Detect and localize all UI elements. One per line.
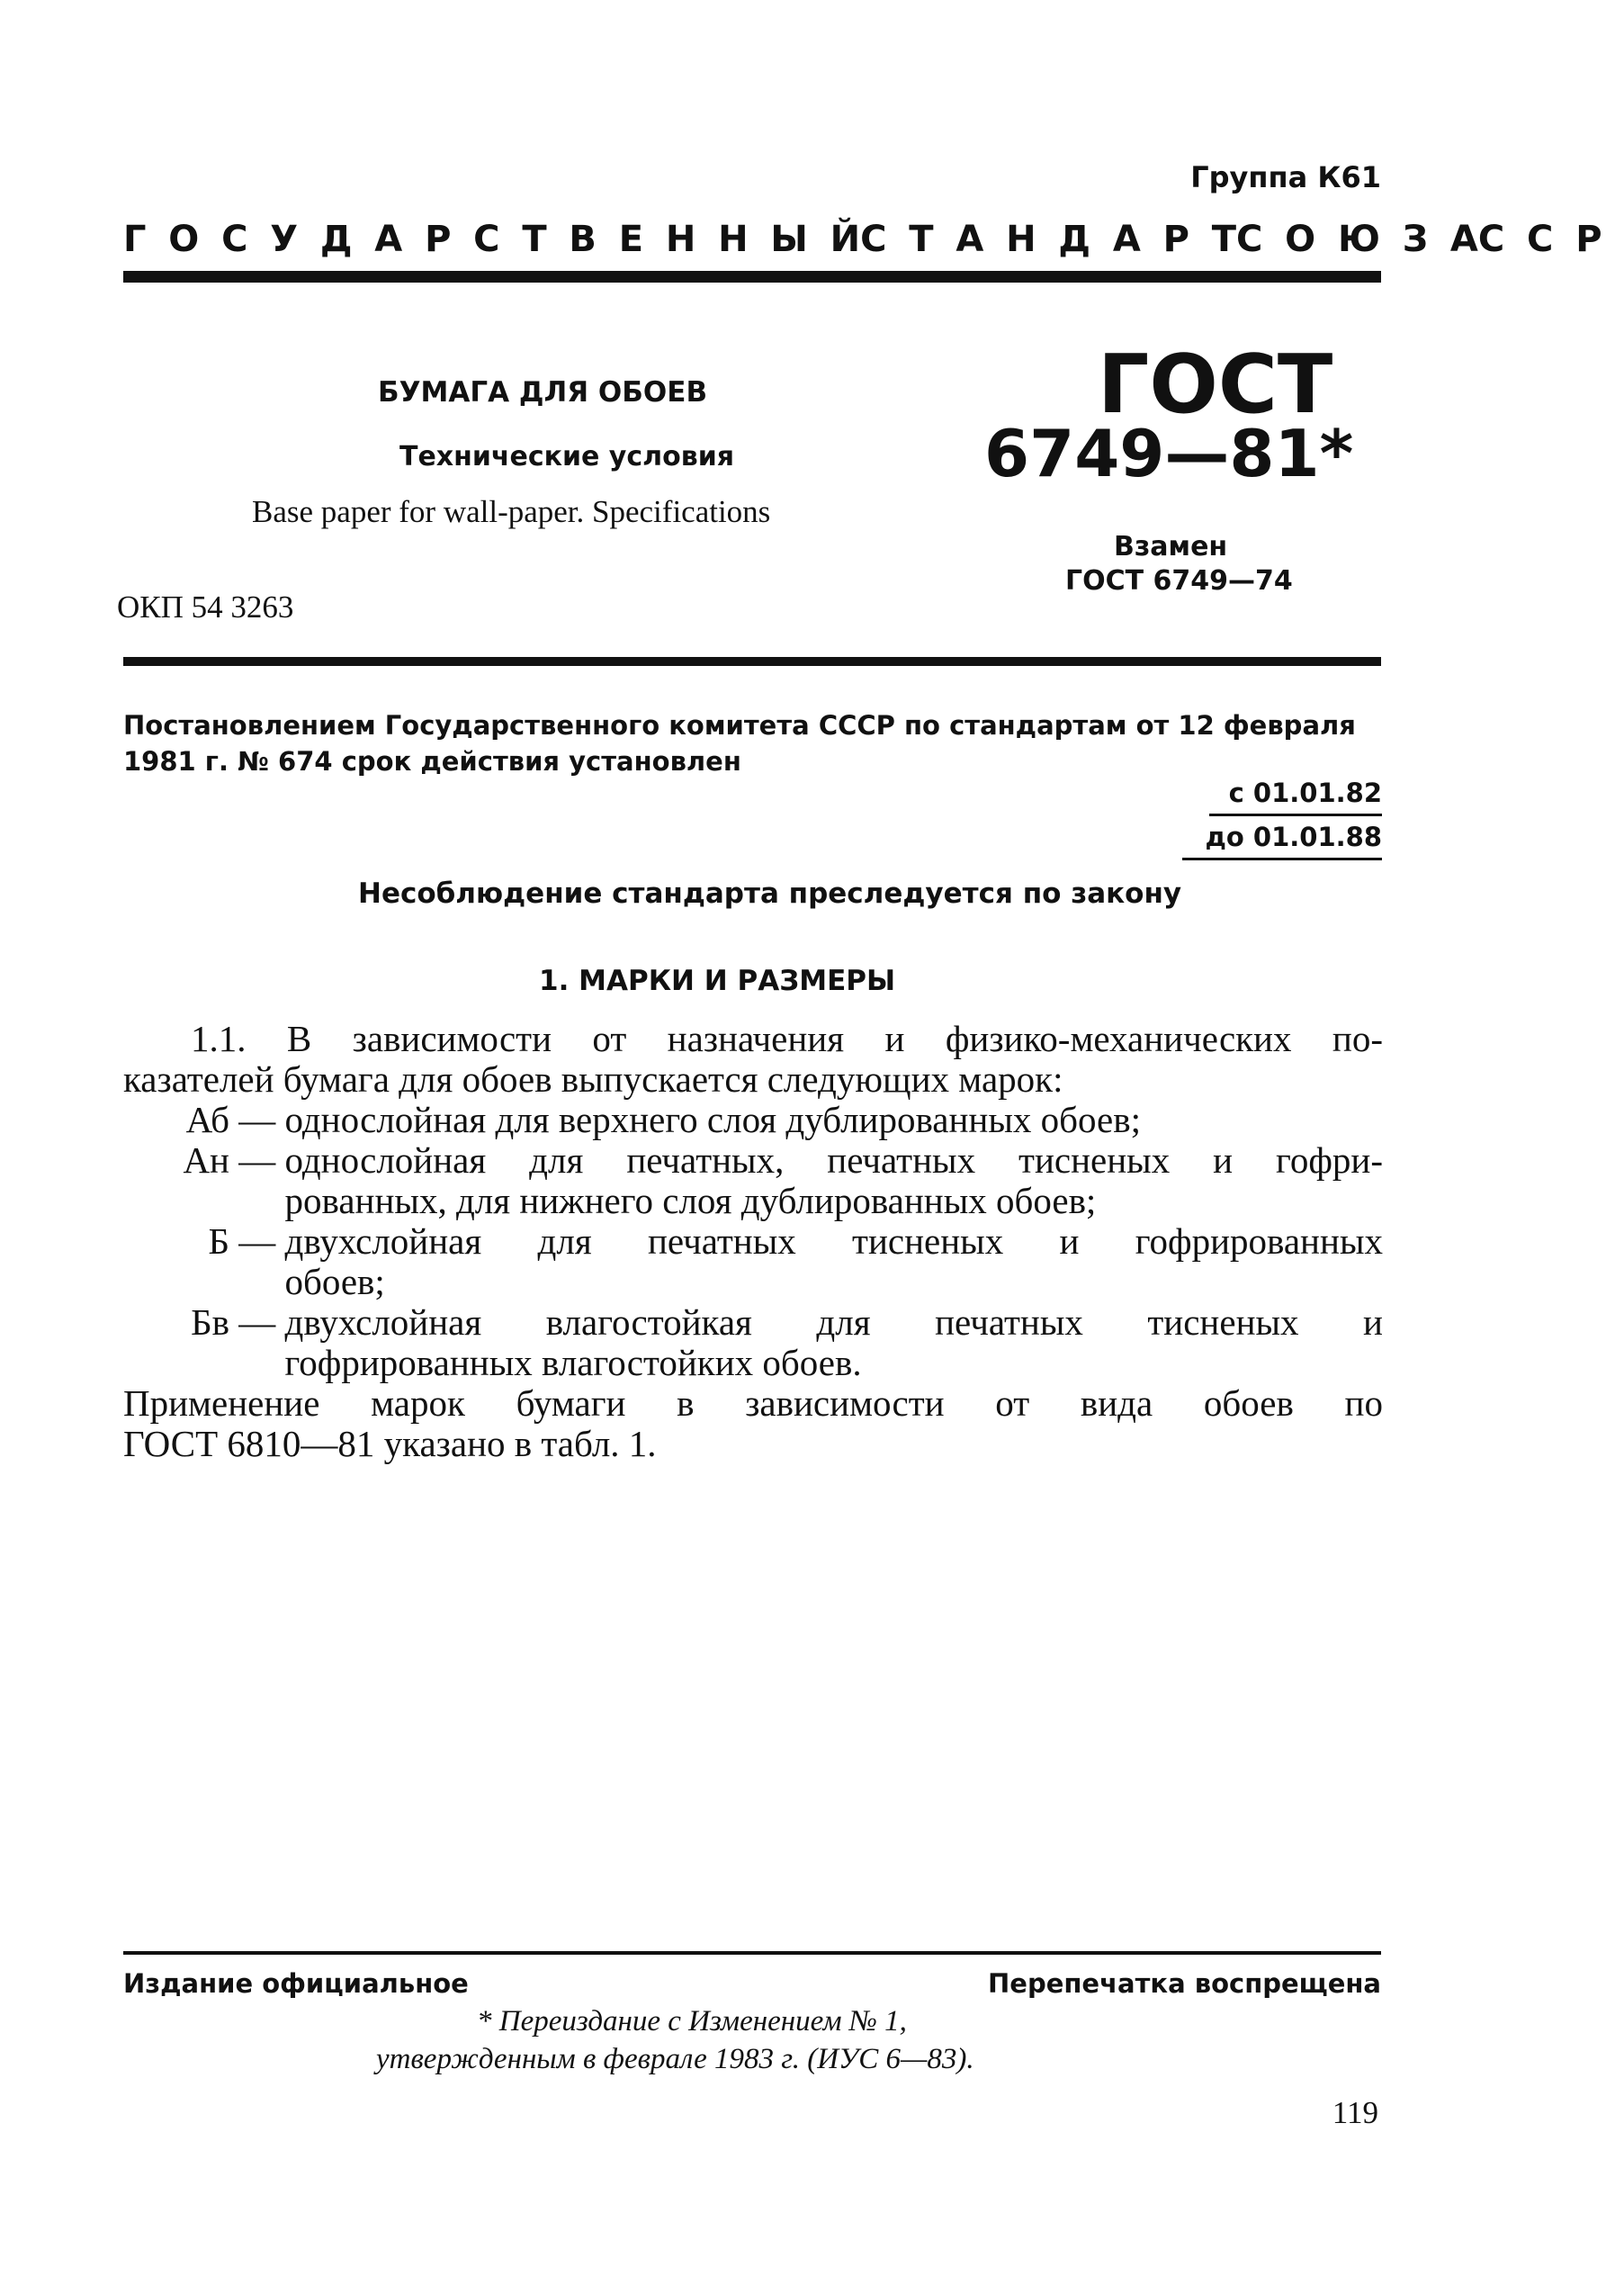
mark-item	[123, 1302, 1383, 1383]
reissue-note-continued: утвержденным в феврале 1983 г. (ИУС 6—83).	[376, 2043, 974, 2075]
replaces-value: ГОСТ 6749—74	[1065, 565, 1293, 597]
mark-dash: —	[229, 1099, 285, 1140]
mark-item	[123, 1221, 1383, 1302]
mark-description-line: однослойная для верхнего слоя дублированных обоев;	[284, 1099, 1141, 1140]
mark-code: Ан	[183, 1139, 229, 1181]
mark-description	[285, 1140, 1384, 1221]
marks-list	[123, 1100, 1383, 1383]
document-subtitle: Технические условия	[399, 441, 734, 472]
page-number: 119	[1332, 2095, 1378, 2130]
mark-code: Б	[208, 1220, 229, 1262]
header-word: СОЮЗА	[1236, 219, 1501, 260]
header-word: СТАНДАРТ	[860, 219, 1259, 260]
section-body	[123, 1019, 1383, 1464]
reprint-notice: Перепечатка воспрещена	[988, 1968, 1381, 1999]
section-heading: 1. МАРКИ И РАЗМЕРЫ	[539, 965, 896, 997]
mark-dash: —	[229, 1139, 285, 1181]
valid-from: с 01.01.82	[1228, 778, 1382, 808]
mark-description-line: однослойная для печатных, печатных тисненых и гофри-	[284, 1139, 1383, 1181]
okp-code: ОКП 54 3263	[117, 589, 294, 625]
valid-to: до 01.01.88	[1205, 822, 1382, 852]
mark-item	[123, 1140, 1383, 1221]
header-rule	[123, 271, 1381, 283]
paragraph-line: Применение марок бумаги в зависимости от вида обоев по	[123, 1382, 1383, 1424]
header-word: ГОСУДАРСТВЕННЫЙ	[123, 219, 883, 260]
mark-description-line: двухслойная влагостойкая для печатных тисненых и	[284, 1301, 1383, 1343]
replaces-label: Взамен	[1114, 531, 1228, 562]
gost-label: ГОСТ	[1098, 337, 1333, 432]
mark-description-line: обоев;	[284, 1261, 385, 1302]
edition-label: Издание официальное	[123, 1968, 469, 1999]
document-title: БУМАГА ДЛЯ ОБОЕВ	[378, 376, 708, 409]
header-word: ССР	[1477, 219, 1624, 260]
paragraph-line: ГОСТ 6810—81 указано в табл. 1.	[123, 1423, 657, 1464]
mark-description-line: гофрированных влагостойких обоев.	[284, 1342, 862, 1383]
mark-description	[285, 1221, 1384, 1302]
mark-description-line: двухслойная для печатных тисненых и гофрированных	[284, 1220, 1383, 1262]
validity-period	[1182, 772, 1382, 860]
mark-description-line: рованных, для нижнего слоя дублированных обоев;	[284, 1180, 1097, 1221]
document-title-english: Base paper for wall-paper. Specifications	[252, 494, 771, 529]
footer-rule	[123, 1951, 1381, 1955]
mark-code: Бв	[191, 1301, 229, 1343]
mark-description	[285, 1302, 1384, 1383]
group-code: Группа К61	[1190, 160, 1381, 194]
penalty-notice: Несоблюдение стандарта преследуется по закону	[358, 877, 1182, 910]
mark-dash: —	[229, 1220, 285, 1262]
mark-item	[123, 1100, 1383, 1140]
standard-header	[123, 219, 1624, 260]
decree-text: Постановлением Государственного комитета СССР по стандартам от 12 февраля 1981 г. № 674 срок действия установлен	[123, 710, 1356, 777]
mark-description	[285, 1100, 1384, 1140]
mark-dash: —	[229, 1301, 285, 1343]
validity-underline	[1182, 858, 1382, 860]
paragraph-line: казателей бумага для обоев выпускается следующих марок:	[123, 1058, 1063, 1100]
mark-code: Аб	[185, 1099, 229, 1140]
reissue-note: * Переиздание с Изменением № 1,	[477, 2005, 907, 2038]
section-rule	[123, 657, 1381, 666]
gost-number: 6749—81*	[984, 416, 1354, 491]
paragraph-line: 1.1. В зависимости от назначения и физико-механических по-	[191, 1018, 1383, 1059]
